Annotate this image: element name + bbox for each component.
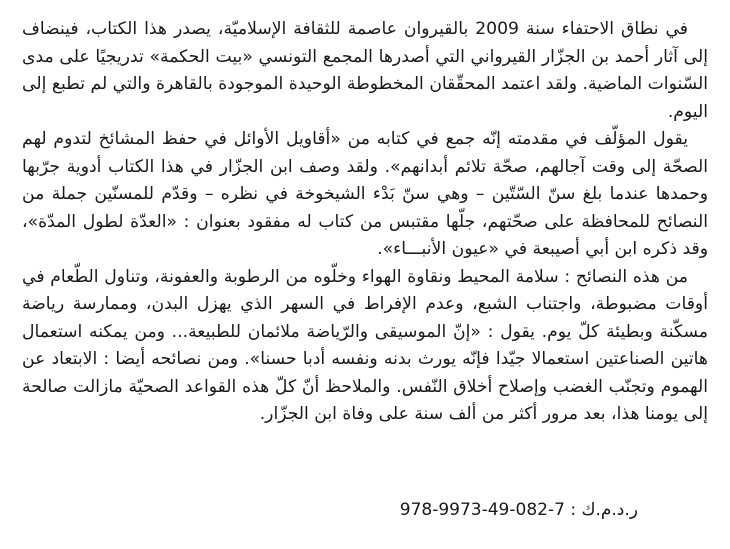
paragraph-intro: في نطاق الاحتفاء سنة 2009 بالقيروان عاصمة للثقافة الإسلاميّة، يصدر هذا الكتاب، فينضاف إلى آثار أحمد بن الجزّار القيرواني التي أصدرها المجمع التونسي «بيت الحكمة» تدريجيًا على مدى السّنوات الماضية. ولقد اعتمد المحقّقان المخطوطة الوحيدة الموجودة بالقاهرة والتي لم تطبع إلى اليوم. xyxy=(22,19,708,122)
paragraph-author-preface: يقول المؤلّف في مقدمته إنّه جمع في كتابه من «أقاويل الأوائل في حفظ المشائخ لتدوم لهم الصحّة إلى وقت آجالهم، صحّة تلائم أبدانهم». ولقد وصف ابن الجزّار في هذا الكتاب أدوية جرّبها وحمدها عندما بلغ سنّ السّتّين – وهي سنّ بَدْء الشيخوخة في نظره – وقدّم للمسنّين جملة من النصائح للمحافظة على صحّتهم، جلّها مقتبس من كتاب له مفقود بعنوان : «العدّة لطول المدّة»، وقد ذكره ابن أبي أصيبعة في «عيون الأنبـــاء». xyxy=(22,129,708,259)
isbn-line xyxy=(0,497,730,524)
isbn-number: 978-9973-49-082-7 xyxy=(399,500,565,520)
isbn-label: ر.د.م.ك : xyxy=(570,500,638,520)
paragraph-advice: من هذه النصائح : سلامة المحيط ونقاوة الهواء وخلّوه من الرطوبة والعفونة، وتناول الطّعام في أوقات مضبوطة، واجتناب الشبع، وعدم الإفراط في السهر الذي يهزل البدن، وممارسة رياضة مسكّنة وبطيئة كلّ يوم. يقول : «إنّ الموسيقى والرّياضة ملائمان للطبيعة... ومن يمكنه استعمال هاتين الصناعتين استعمالا جيّدا فإنّه يورث بدنه ونفسه أدبا حسنا». ومن نصائحه أيضا : الابتعاد عن الهموم وتجنّب الغضب وإصلاح أخلاق النّفس. والملاحظ أنّ كلّ هذه القواعد الصحيّة مازالت صالحة إلى يومنا هذا، بعد مرور أكثر من ألف سنة على وفاة ابن الجزّار. xyxy=(22,266,708,424)
